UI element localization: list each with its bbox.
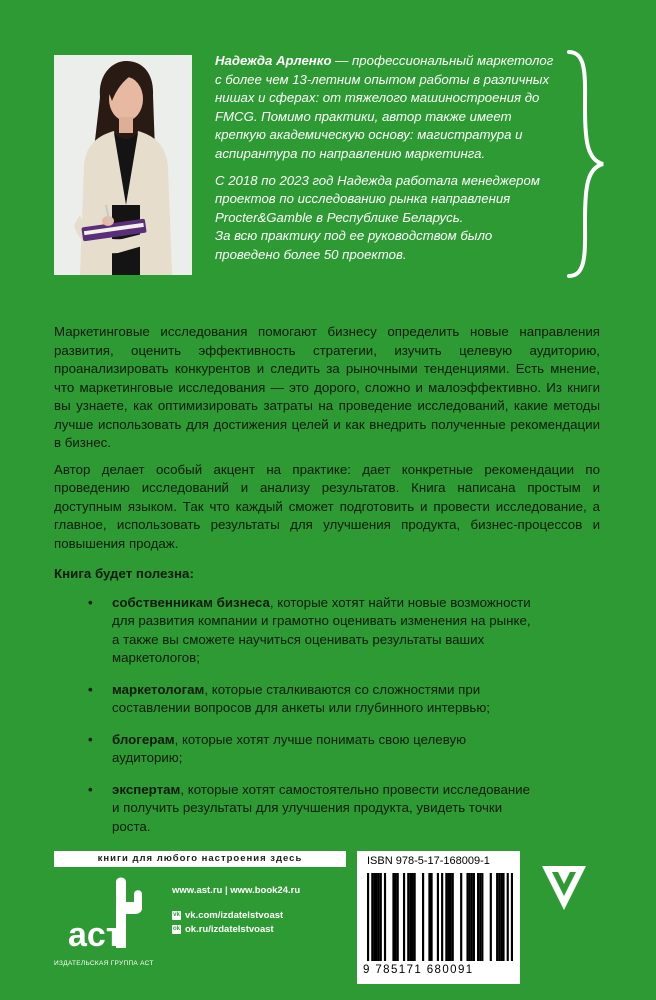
vk-link[interactable] xyxy=(172,910,300,921)
barcode-bar xyxy=(371,873,373,961)
barcode-bar xyxy=(511,873,513,961)
barcode-bar xyxy=(430,873,432,961)
bio-paragraph-1 xyxy=(215,52,555,164)
vk-icon: vk xyxy=(173,912,180,918)
barcode-bar xyxy=(375,873,377,961)
barcode-bar xyxy=(498,873,500,961)
vk-link-text: vk.com/izdatelstvoast xyxy=(185,910,284,921)
barcode-bar xyxy=(409,873,411,961)
description-paragraph-2: Автор делает особый акцент на практике: дает конкретные рекомендации по проведению исследований и анализу результатов. Книга написана простым и доступным языком. Так что каждый сможет подготовить и провести исследование, а главное, использовать результаты для улучшения продукта, бизнес-процессов и повышения продаж. xyxy=(54,461,600,551)
ok-link-text: ok.ru/izdatelstvoast xyxy=(185,924,274,935)
author-bio xyxy=(215,52,555,273)
barcode-bar xyxy=(367,873,369,961)
audience-item-text: , которые хотят лучше понимать свою целевую аудиторию; xyxy=(112,731,467,765)
barcode-bar xyxy=(445,873,447,961)
barcode-bar xyxy=(473,873,475,961)
barcode-panel xyxy=(357,851,520,984)
barcode-number: 9 785171 680091 xyxy=(363,964,474,976)
bullet-icon: • xyxy=(88,681,93,697)
audience-item-label: экспертам xyxy=(112,781,181,797)
barcode-bar xyxy=(447,873,449,961)
barcode-bar xyxy=(466,873,468,961)
v-publisher-logo-icon xyxy=(540,862,588,914)
audience-item-text: , которые хотят найти новые возможности для развития компании и грамотно оценивать изменения на рынке, а также вы сможете научиться оценивать результаты ваших маркетологов; xyxy=(112,594,531,665)
isbn-text: ISBN 978-5-17-168009-1 xyxy=(367,855,490,867)
barcode-bar xyxy=(507,873,509,961)
barcode-bar xyxy=(411,873,413,961)
barcode-bar xyxy=(378,873,380,961)
tagline-banner: книги для любого настроения здесь xyxy=(54,851,346,867)
bullet-icon: • xyxy=(88,781,93,797)
barcode-bar xyxy=(450,873,452,961)
barcode-bar xyxy=(414,873,416,961)
audience-item-text: , которые сталкиваются со сложностями при составлении вопросов для анкеты или глубинного интервью; xyxy=(112,681,491,715)
author-photo xyxy=(54,55,192,275)
audience-list xyxy=(54,594,600,837)
audience-item-label: маркетологам xyxy=(112,681,205,697)
barcode-bar xyxy=(490,873,492,961)
barcode-bar xyxy=(441,873,443,961)
barcode-bar xyxy=(500,873,502,961)
bullet-icon: • xyxy=(88,594,93,610)
barcode-bar xyxy=(392,873,394,961)
barcode-icon xyxy=(367,873,513,963)
barcode-bar xyxy=(477,873,479,961)
barcode-bar xyxy=(460,873,462,961)
author-name: Надежда Арленко xyxy=(215,53,332,68)
barcode-bar xyxy=(437,873,439,961)
bio-paragraph-3: За всю практику под ее руководством было проведено более 50 проектов. xyxy=(215,228,493,262)
barcode-bar xyxy=(373,873,375,961)
description-paragraph-1: Маркетинговые исследования помогают бизнесу определить новые направления развития, оценить эффективность стратегии, изучить целевую аудиторию, проанализировать конкурентов и следить за рыночными тенденциями. Есть мнение, что маркетинговые исследования — это дорого, сложно и малоэффективно. Из книги вы узнаете, как оптимизировать затраты на проведение исследований, какие методы лучше использовать для достижения целей и как внедрить полученные рекомендации в бизнес. xyxy=(54,324,600,450)
barcode-bar xyxy=(403,873,405,961)
audience-item-bloggers xyxy=(54,731,600,768)
bullet-icon: • xyxy=(88,731,93,747)
audience-item-text: , которые хотят самостоятельно провести исследование и получить результаты для улучшения продукта, увидеть точки роста. xyxy=(112,781,531,834)
barcode-bar xyxy=(397,873,399,961)
decorative-brace-icon xyxy=(563,48,608,280)
website-links[interactable]: www.ast.ru | www.book24.ru xyxy=(172,885,301,896)
barcode-bar xyxy=(422,873,424,961)
barcode-bar xyxy=(407,873,409,961)
ast-logo-text: аст xyxy=(68,916,123,954)
ok-link[interactable] xyxy=(172,924,300,935)
publisher-links xyxy=(172,885,300,938)
ast-logo-icon xyxy=(54,872,164,962)
barcode-bar xyxy=(481,873,483,961)
publisher-name: ИЗДАТЕЛЬСКАЯ ГРУППА АСТ xyxy=(54,960,154,967)
barcode-bar xyxy=(395,873,397,961)
barcode-bar xyxy=(479,873,481,961)
barcode-bar xyxy=(496,873,498,961)
barcode-bar xyxy=(502,873,504,961)
barcode-bar xyxy=(469,873,471,961)
audience-item-experts xyxy=(54,781,600,837)
book-description xyxy=(54,323,600,849)
audience-item-marketers xyxy=(54,681,600,718)
barcode-bar xyxy=(452,873,454,961)
ok-icon: ok xyxy=(172,926,180,932)
author-portrait-illustration xyxy=(54,55,192,275)
barcode-bar xyxy=(380,873,382,961)
audience-item-owners xyxy=(54,594,600,668)
barcode-bar xyxy=(428,873,430,961)
barcode-bar xyxy=(384,873,386,961)
bio-paragraph-2: С 2018 по 2023 год Надежда работала менеджером проектов по исследованию рынка направления Procter&Gamble в Республике Беларусь. xyxy=(215,172,540,225)
audience-heading: Книга будет полезна: xyxy=(54,566,194,581)
barcode-bar xyxy=(471,873,473,961)
audience-item-label: собственникам бизнеса xyxy=(112,594,270,610)
bio-paragraph-1-text: — профессиональный маркетолог с более чем 13-летним опытом работы в различных нишах и сферах: от тяжелого машиностроения до FMCG. Помимо практики, автор также имеет крепкую академическую основу: магистратура и аспирантура по направлению маркетинга. xyxy=(215,53,554,161)
audience-item-label: блогерам xyxy=(112,731,175,747)
